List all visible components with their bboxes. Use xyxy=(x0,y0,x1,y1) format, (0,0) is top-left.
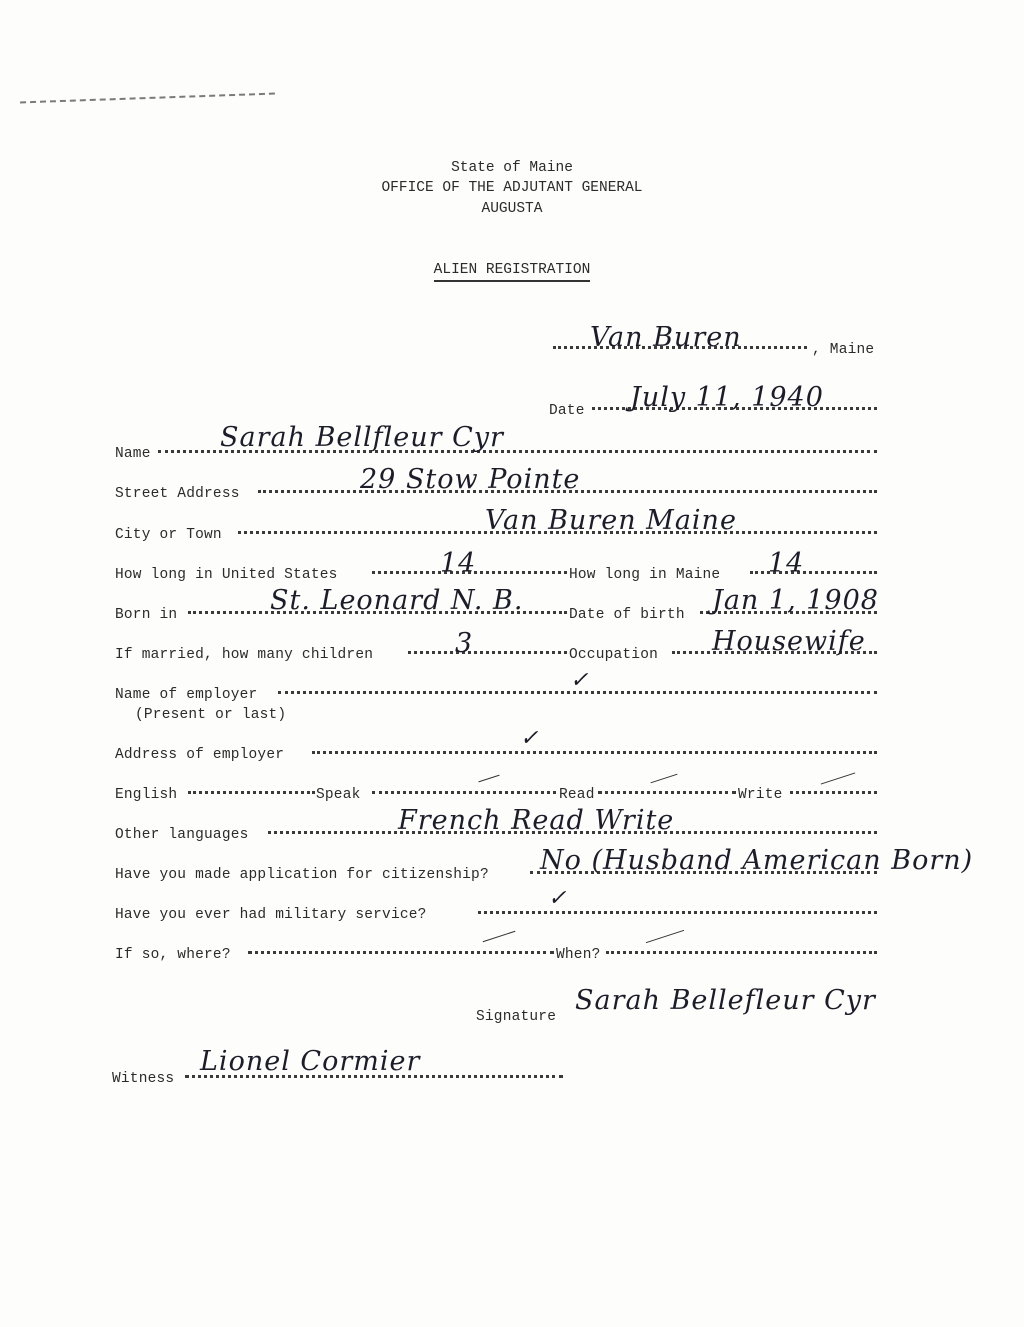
place-suffix: , Maine xyxy=(812,342,875,358)
employer-check: ✓ xyxy=(570,668,590,693)
city-value: Van Buren Maine xyxy=(485,505,737,536)
write-label: Write xyxy=(738,787,783,803)
place-value: Van Buren xyxy=(590,322,742,353)
employer-address-check: ✓ xyxy=(520,726,540,751)
born-in-label: Born in xyxy=(115,607,178,623)
military-check: ✓ xyxy=(548,886,568,911)
occupation-value: Housewife xyxy=(712,626,866,657)
birth-date-label: Date of birth xyxy=(569,607,685,623)
header-city: AUGUSTA xyxy=(481,201,543,217)
english-dots-3 xyxy=(598,791,736,794)
where-check xyxy=(483,931,516,942)
name-label: Name xyxy=(115,446,151,462)
street-label: Street Address xyxy=(115,486,240,502)
employer-sublabel: (Present or last) xyxy=(135,707,287,723)
employer-address-dots xyxy=(312,751,877,754)
signature-label: Signature xyxy=(476,1009,557,1025)
when-dots xyxy=(606,951,877,954)
employer-label: Name of employer xyxy=(115,687,258,703)
english-dots-4 xyxy=(790,791,877,794)
us-years-label: How long in United States xyxy=(115,567,338,583)
form-title: ALIEN REGISTRATION xyxy=(434,262,591,282)
children-label: If married, how many children xyxy=(115,647,374,663)
citizenship-value: No (Husband American Born) xyxy=(540,845,974,876)
write-check xyxy=(821,772,856,784)
when-label: When? xyxy=(556,947,601,963)
read-check xyxy=(651,774,678,784)
date-value: July 11, 1940 xyxy=(630,382,824,413)
maine-years-value: 14 xyxy=(768,548,805,579)
us-years-value: 14 xyxy=(440,548,477,579)
when-check xyxy=(646,930,684,943)
header-state: State of Maine xyxy=(451,160,573,176)
where-label: If so, where? xyxy=(115,947,231,963)
date-label: Date xyxy=(549,403,585,419)
witness-label: Witness xyxy=(112,1071,175,1087)
header-office: OFFICE OF THE ADJUTANT GENERAL xyxy=(381,180,643,196)
name-value: Sarah Bellfleur Cyr xyxy=(220,422,504,453)
occupation-label: Occupation xyxy=(569,647,659,663)
other-languages-value: French Read Write xyxy=(398,805,675,836)
scan-artifact-line xyxy=(20,93,275,104)
born-in-value: St. Leonard N. B. xyxy=(270,585,524,616)
employer-address-label: Address of employer xyxy=(115,747,285,763)
read-label: Read xyxy=(559,787,595,803)
children-dots xyxy=(408,651,567,654)
street-value: 29 Stow Pointe xyxy=(360,464,581,495)
witness-value: Lionel Cormier xyxy=(200,1046,421,1077)
other-languages-label: Other languages xyxy=(115,827,249,843)
military-dots xyxy=(478,911,877,914)
citizenship-label: Have you made application for citizenship? xyxy=(115,867,489,883)
military-label: Have you ever had military service? xyxy=(115,907,427,923)
where-dots xyxy=(248,951,554,954)
english-label: English xyxy=(115,787,178,803)
english-dots-1 xyxy=(188,791,315,794)
speak-label: Speak xyxy=(316,787,361,803)
signature-value: Sarah Bellefleur Cyr xyxy=(575,985,876,1016)
birth-date-value: Jan 1, 1908 xyxy=(712,585,879,616)
city-label: City or Town xyxy=(115,527,222,543)
children-value: 3 xyxy=(455,628,474,659)
english-dots-2 xyxy=(372,791,556,794)
speak-check xyxy=(478,775,499,783)
maine-years-label: How long in Maine xyxy=(569,567,721,583)
